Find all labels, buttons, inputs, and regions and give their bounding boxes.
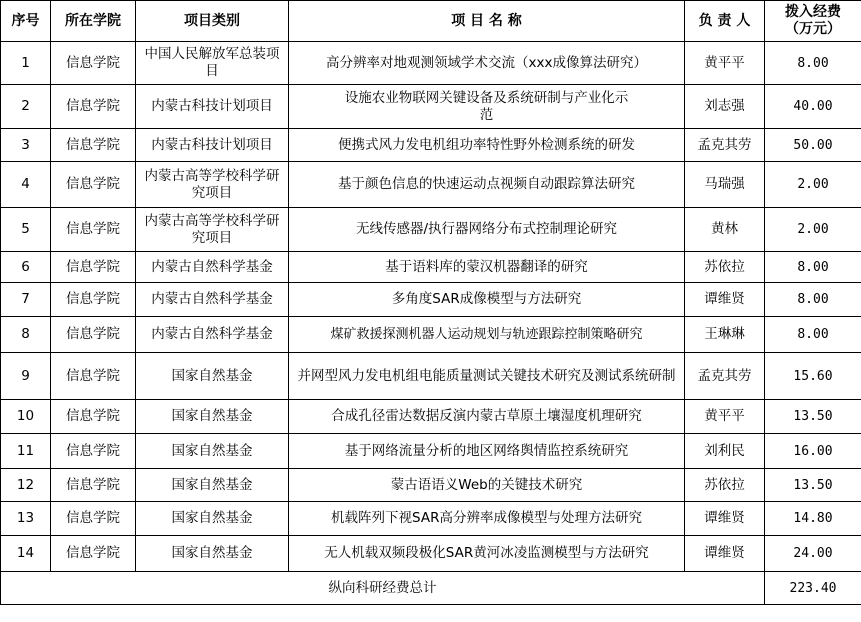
header-row xyxy=(1,1,861,42)
table-row xyxy=(1,129,861,162)
row-category: 国家自然基金 xyxy=(136,536,289,572)
row-leader: 苏依拉 xyxy=(685,252,765,283)
row-project-name: 机载阵列下视SAR高分辨率成像模型与处理方法研究 xyxy=(289,502,685,536)
row-college: 信息学院 xyxy=(51,252,136,283)
row-college: 信息学院 xyxy=(51,283,136,317)
row-funding: 8.00 xyxy=(765,42,861,85)
row-no: 11 xyxy=(1,434,51,469)
row-college: 信息学院 xyxy=(51,208,136,252)
row-no: 8 xyxy=(1,317,51,353)
row-funding: 2.00 xyxy=(765,208,861,252)
row-leader: 黄林 xyxy=(685,208,765,252)
table-row xyxy=(1,283,861,317)
table-row xyxy=(1,536,861,572)
row-no: 1 xyxy=(1,42,51,85)
row-no: 4 xyxy=(1,162,51,208)
header-no: 序号 xyxy=(1,1,51,42)
row-no: 6 xyxy=(1,252,51,283)
row-college: 信息学院 xyxy=(51,85,136,129)
row-funding: 13.50 xyxy=(765,469,861,502)
row-project-name: 无人机载双频段极化SAR黄河冰凌监测模型与方法研究 xyxy=(289,536,685,572)
row-college: 信息学院 xyxy=(51,129,136,162)
row-no: 5 xyxy=(1,208,51,252)
row-leader: 王琳琳 xyxy=(685,317,765,353)
row-college: 信息学院 xyxy=(51,469,136,502)
row-project-name: 设施农业物联网关键设备及系统研制与产业化示范 xyxy=(289,85,685,129)
row-leader: 孟克其劳 xyxy=(685,129,765,162)
row-category: 国家自然基金 xyxy=(136,434,289,469)
row-no: 13 xyxy=(1,502,51,536)
total-value: 223.40 xyxy=(765,572,861,605)
row-no: 2 xyxy=(1,85,51,129)
table-row xyxy=(1,162,861,208)
row-category: 国家自然基金 xyxy=(136,502,289,536)
row-college: 信息学院 xyxy=(51,162,136,208)
table-row xyxy=(1,434,861,469)
row-category: 内蒙古自然科学基金 xyxy=(136,283,289,317)
row-project-name: 基于语料库的蒙汉机器翻译的研究 xyxy=(289,252,685,283)
row-project-name: 蒙古语语义Web的关键技术研究 xyxy=(289,469,685,502)
row-no: 7 xyxy=(1,283,51,317)
row-project-name: 合成孔径雷达数据反演内蒙古草原土壤湿度机理研究 xyxy=(289,400,685,434)
row-funding: 16.00 xyxy=(765,434,861,469)
row-no: 9 xyxy=(1,353,51,400)
row-project-name: 无线传感器/执行器网络分布式控制理论研究 xyxy=(289,208,685,252)
row-project-name: 多角度SAR成像模型与方法研究 xyxy=(289,283,685,317)
row-leader: 孟克其劳 xyxy=(685,353,765,400)
table-row xyxy=(1,502,861,536)
row-category: 内蒙古科技计划项目 xyxy=(136,129,289,162)
row-college: 信息学院 xyxy=(51,317,136,353)
row-college: 信息学院 xyxy=(51,502,136,536)
row-college: 信息学院 xyxy=(51,434,136,469)
row-leader: 黄平平 xyxy=(685,42,765,85)
row-project-name: 基于网络流量分析的地区网络舆情监控系统研究 xyxy=(289,434,685,469)
row-project-name: 高分辨率对地观测领域学术交流（xxx成像算法研究） xyxy=(289,42,685,85)
row-no: 12 xyxy=(1,469,51,502)
table-row xyxy=(1,317,861,353)
row-category: 内蒙古科技计划项目 xyxy=(136,85,289,129)
row-funding: 14.80 xyxy=(765,502,861,536)
header-category: 项目类别 xyxy=(136,1,289,42)
row-leader: 谭维贤 xyxy=(685,502,765,536)
row-funding: 2.00 xyxy=(765,162,861,208)
row-leader: 刘志强 xyxy=(685,85,765,129)
row-college: 信息学院 xyxy=(51,353,136,400)
table-row xyxy=(1,208,861,252)
row-leader: 马瑞强 xyxy=(685,162,765,208)
row-leader: 谭维贤 xyxy=(685,536,765,572)
table-row xyxy=(1,42,861,85)
row-funding: 8.00 xyxy=(765,317,861,353)
row-no: 14 xyxy=(1,536,51,572)
row-project-name: 基于颜色信息的快速运动点视频自动跟踪算法研究 xyxy=(289,162,685,208)
row-project-name: 便携式风力发电机组功率特性野外检测系统的研发 xyxy=(289,129,685,162)
row-funding: 15.60 xyxy=(765,353,861,400)
row-funding: 24.00 xyxy=(765,536,861,572)
row-college: 信息学院 xyxy=(51,400,136,434)
row-funding: 13.50 xyxy=(765,400,861,434)
row-leader: 刘利民 xyxy=(685,434,765,469)
row-category: 国家自然基金 xyxy=(136,469,289,502)
row-no: 10 xyxy=(1,400,51,434)
row-college: 信息学院 xyxy=(51,42,136,85)
header-leader: 负 责 人 xyxy=(685,1,765,42)
row-college: 信息学院 xyxy=(51,536,136,572)
total-label: 纵向科研经费总计 xyxy=(1,572,765,605)
row-funding: 50.00 xyxy=(765,129,861,162)
row-category: 国家自然基金 xyxy=(136,353,289,400)
row-project-name: 煤矿救援探测机器人运动规划与轨迹跟踪控制策略研究 xyxy=(289,317,685,353)
row-category: 内蒙古高等学校科学研究项目 xyxy=(136,208,289,252)
header-project-name: 项 目 名 称 xyxy=(289,1,685,42)
row-funding: 8.00 xyxy=(765,252,861,283)
row-project-name: 并网型风力发电机组电能质量测试关键技术研究及测试系统研制 xyxy=(289,353,685,400)
table-row xyxy=(1,469,861,502)
row-no: 3 xyxy=(1,129,51,162)
header-funding: 拨入经费（万元） xyxy=(765,1,861,42)
row-funding: 40.00 xyxy=(765,85,861,129)
row-category: 内蒙古自然科学基金 xyxy=(136,252,289,283)
row-leader: 谭维贤 xyxy=(685,283,765,317)
row-category: 内蒙古高等学校科学研究项目 xyxy=(136,162,289,208)
row-leader: 黄平平 xyxy=(685,400,765,434)
row-category: 内蒙古自然科学基金 xyxy=(136,317,289,353)
table-row xyxy=(1,400,861,434)
table-row xyxy=(1,252,861,283)
total-row xyxy=(1,572,861,605)
row-category: 中国人民解放军总装项目 xyxy=(136,42,289,85)
row-category: 国家自然基金 xyxy=(136,400,289,434)
row-funding: 8.00 xyxy=(765,283,861,317)
row-leader: 苏依拉 xyxy=(685,469,765,502)
header-college: 所在学院 xyxy=(51,1,136,42)
table-row xyxy=(1,353,861,400)
table-row xyxy=(1,85,861,129)
